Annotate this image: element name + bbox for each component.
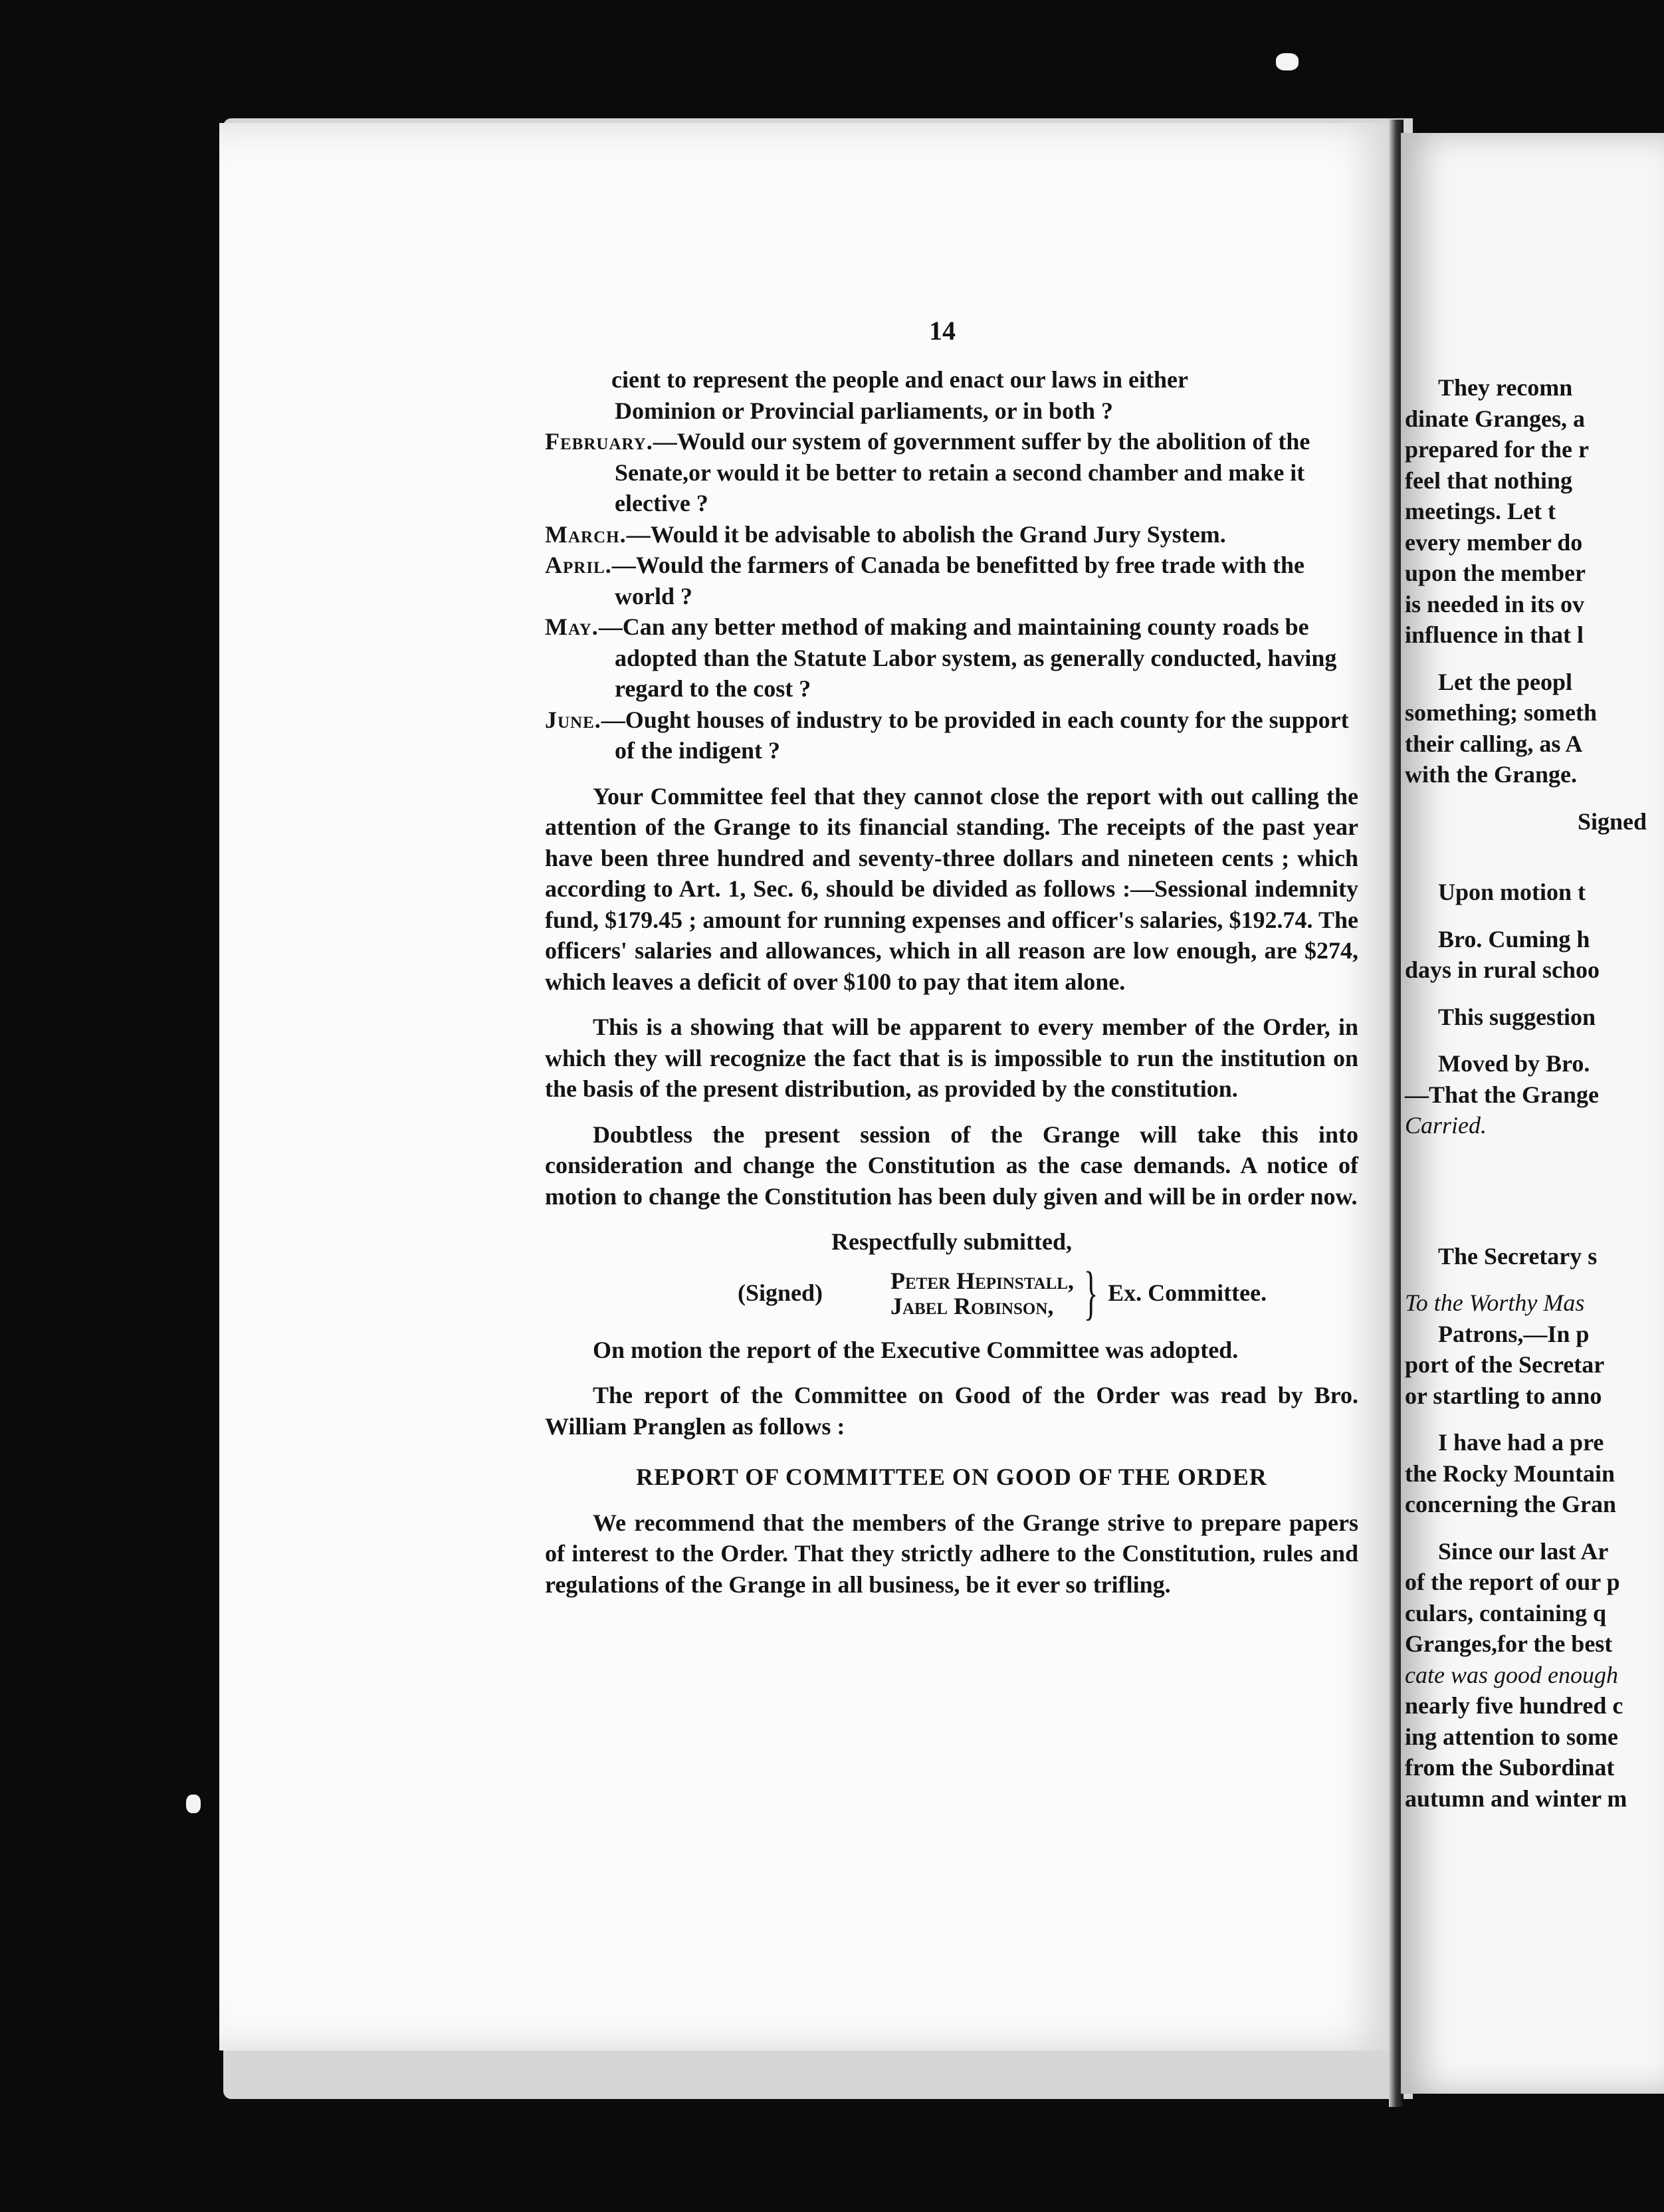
text-line: with the Grange. <box>1405 761 1577 788</box>
question-text: —Would our system of government suffer by the abolition of the Senate,or would it be better to retain a second chamber and make it elective ? <box>615 428 1310 516</box>
paragraph-showing: This is a showing that will be apparent to every member of the Order, in which they will recognize the fact that is is impossible to run the institution on the basis of the present distribution, as provided by the constitution. <box>545 1014 1358 1102</box>
text-line: prepared for the r <box>1405 436 1589 463</box>
question-text: —Can any better method of making and maintaining county roads be adopted than the Statute Labor system, as generally conducted, having regard to the cost ? <box>598 613 1337 702</box>
text-line: days in rural schoo <box>1405 956 1600 983</box>
text-line: cient to represent the people and enact our laws in either <box>611 366 1188 393</box>
text-line: —That the Grange <box>1405 1081 1599 1108</box>
signature-block <box>738 1260 1358 1326</box>
text-line: To the Worthy Mas <box>1405 1289 1585 1316</box>
text-line: their calling, as A <box>1405 730 1583 757</box>
text-line: I have had a pre <box>1438 1429 1604 1456</box>
text-line: feel that nothing <box>1405 467 1572 494</box>
text-line: Upon motion t <box>1438 879 1586 905</box>
text-line: They recomn <box>1438 374 1573 401</box>
text-line: Dominion or Provincial parliaments, or in both ? <box>615 397 1114 424</box>
month-label: June. <box>545 706 601 733</box>
signer-name: Jabel Robinson, <box>890 1292 1054 1319</box>
text-line: port of the Secretar <box>1405 1351 1605 1378</box>
brace-glyph: } <box>1083 1260 1098 1326</box>
committee-label: Ex. Committee. <box>1108 1279 1267 1307</box>
text-line: dinate Granges, a <box>1405 405 1586 432</box>
scan-speck <box>186 1795 201 1813</box>
text-line: This suggestion <box>1438 1003 1596 1030</box>
month-label: February. <box>545 428 653 455</box>
text-line: Signed <box>1578 808 1647 835</box>
paragraph-motion: On motion the report of the Executive Committee was adopted. <box>593 1336 1239 1363</box>
text-line: something; someth <box>1405 699 1597 726</box>
paragraph-report: The report of the Committee on Good of the Order was read by Bro. William Pranglen as follows : <box>545 1382 1358 1440</box>
text-line: Bro. Cuming h <box>1438 925 1590 952</box>
month-label: May. <box>545 613 599 640</box>
text-line: ing attention to some <box>1405 1723 1618 1750</box>
text-line: Patrons,—In p <box>1438 1320 1590 1347</box>
text-line: of the report of our p <box>1405 1569 1620 1595</box>
text-line: the Rocky Mountain <box>1405 1460 1615 1487</box>
question-text: —Ought houses of industry to be provided in each county for the support of the indigent ? <box>601 706 1349 764</box>
question-april <box>545 550 1358 611</box>
paragraph-doubtless: Doubtless the present session of the Grange will take this into consideration and change the Constitution as the case demands. A notice of motion to change the Constitution has been duly given and will be in order now. <box>545 1121 1358 1210</box>
month-label: April. <box>545 552 612 578</box>
text-line: The Secretary s <box>1438 1242 1598 1270</box>
left-page-text <box>545 364 1358 1600</box>
question-may <box>545 611 1358 705</box>
text-line: Moved by Bro. <box>1438 1050 1590 1077</box>
text-line: influence in that l <box>1405 621 1584 648</box>
text-line: autumn and winter m <box>1405 1785 1627 1812</box>
text-line: Let the peopl <box>1438 668 1572 695</box>
text-line: upon the member <box>1405 560 1586 586</box>
section-heading: REPORT OF COMMITTEE ON GOOD OF THE ORDER <box>636 1464 1267 1490</box>
text-line: nearly five hundred c <box>1405 1692 1623 1719</box>
signer-names <box>890 1268 1074 1319</box>
signer-name: Peter Hepinstall, <box>890 1267 1074 1294</box>
text-line: from the Subordinat <box>1405 1754 1615 1781</box>
page-number: 14 <box>929 316 956 346</box>
right-page-text <box>1405 372 1664 1814</box>
question-june <box>545 705 1358 766</box>
text-line: every member do <box>1405 528 1583 556</box>
text-line: meetings. Let t <box>1405 498 1556 524</box>
text-line: Carried. <box>1405 1112 1487 1139</box>
text-line: culars, containing q <box>1405 1599 1607 1626</box>
scan-speck <box>1276 53 1299 70</box>
paragraph-recommend: We recommend that the members of the Grange strive to prepare papers of interest to the Order. That they strictly adhere to the Constitution, rules and regulations of the Grange in all business, be it ever so trifling. <box>545 1509 1358 1598</box>
signed-label: (Signed) <box>738 1279 823 1307</box>
text-line: is needed in its ov <box>1405 590 1585 617</box>
text-line: Since our last Ar <box>1438 1537 1609 1565</box>
text-line: cate was good enough <box>1405 1661 1618 1688</box>
question-text: —Would the farmers of Canada be benefitted by free trade with the world ? <box>611 552 1304 609</box>
respectfully-submitted: Respectfully submitted, <box>831 1228 1072 1255</box>
month-label: March. <box>545 520 627 548</box>
question-march <box>545 519 1358 550</box>
question-february <box>545 426 1358 519</box>
paragraph-financial: Your Committee feel that they cannot close the report with out calling the attention of the Grange to its financial standing. The receipts of the past year have been three hundred and seventy-three dollars and nineteen cents ; which according to Art. 1, Sec. 6, should be divided as follows :—Sessional indemnity fund, $179.45 ; amount for running expenses and officer's salaries, $192.74. The officers' salaries and allowances, which in all reason are low enough, are $274, which leaves a deficit of over $100 to pay that item alone. <box>545 782 1358 995</box>
text-line: Granges,for the best <box>1405 1630 1613 1657</box>
text-line: or startling to anno <box>1405 1382 1602 1409</box>
text-line: concerning the Gran <box>1405 1491 1616 1517</box>
question-text: —Would it be advisable to abolish the Grand Jury System. <box>626 520 1226 548</box>
